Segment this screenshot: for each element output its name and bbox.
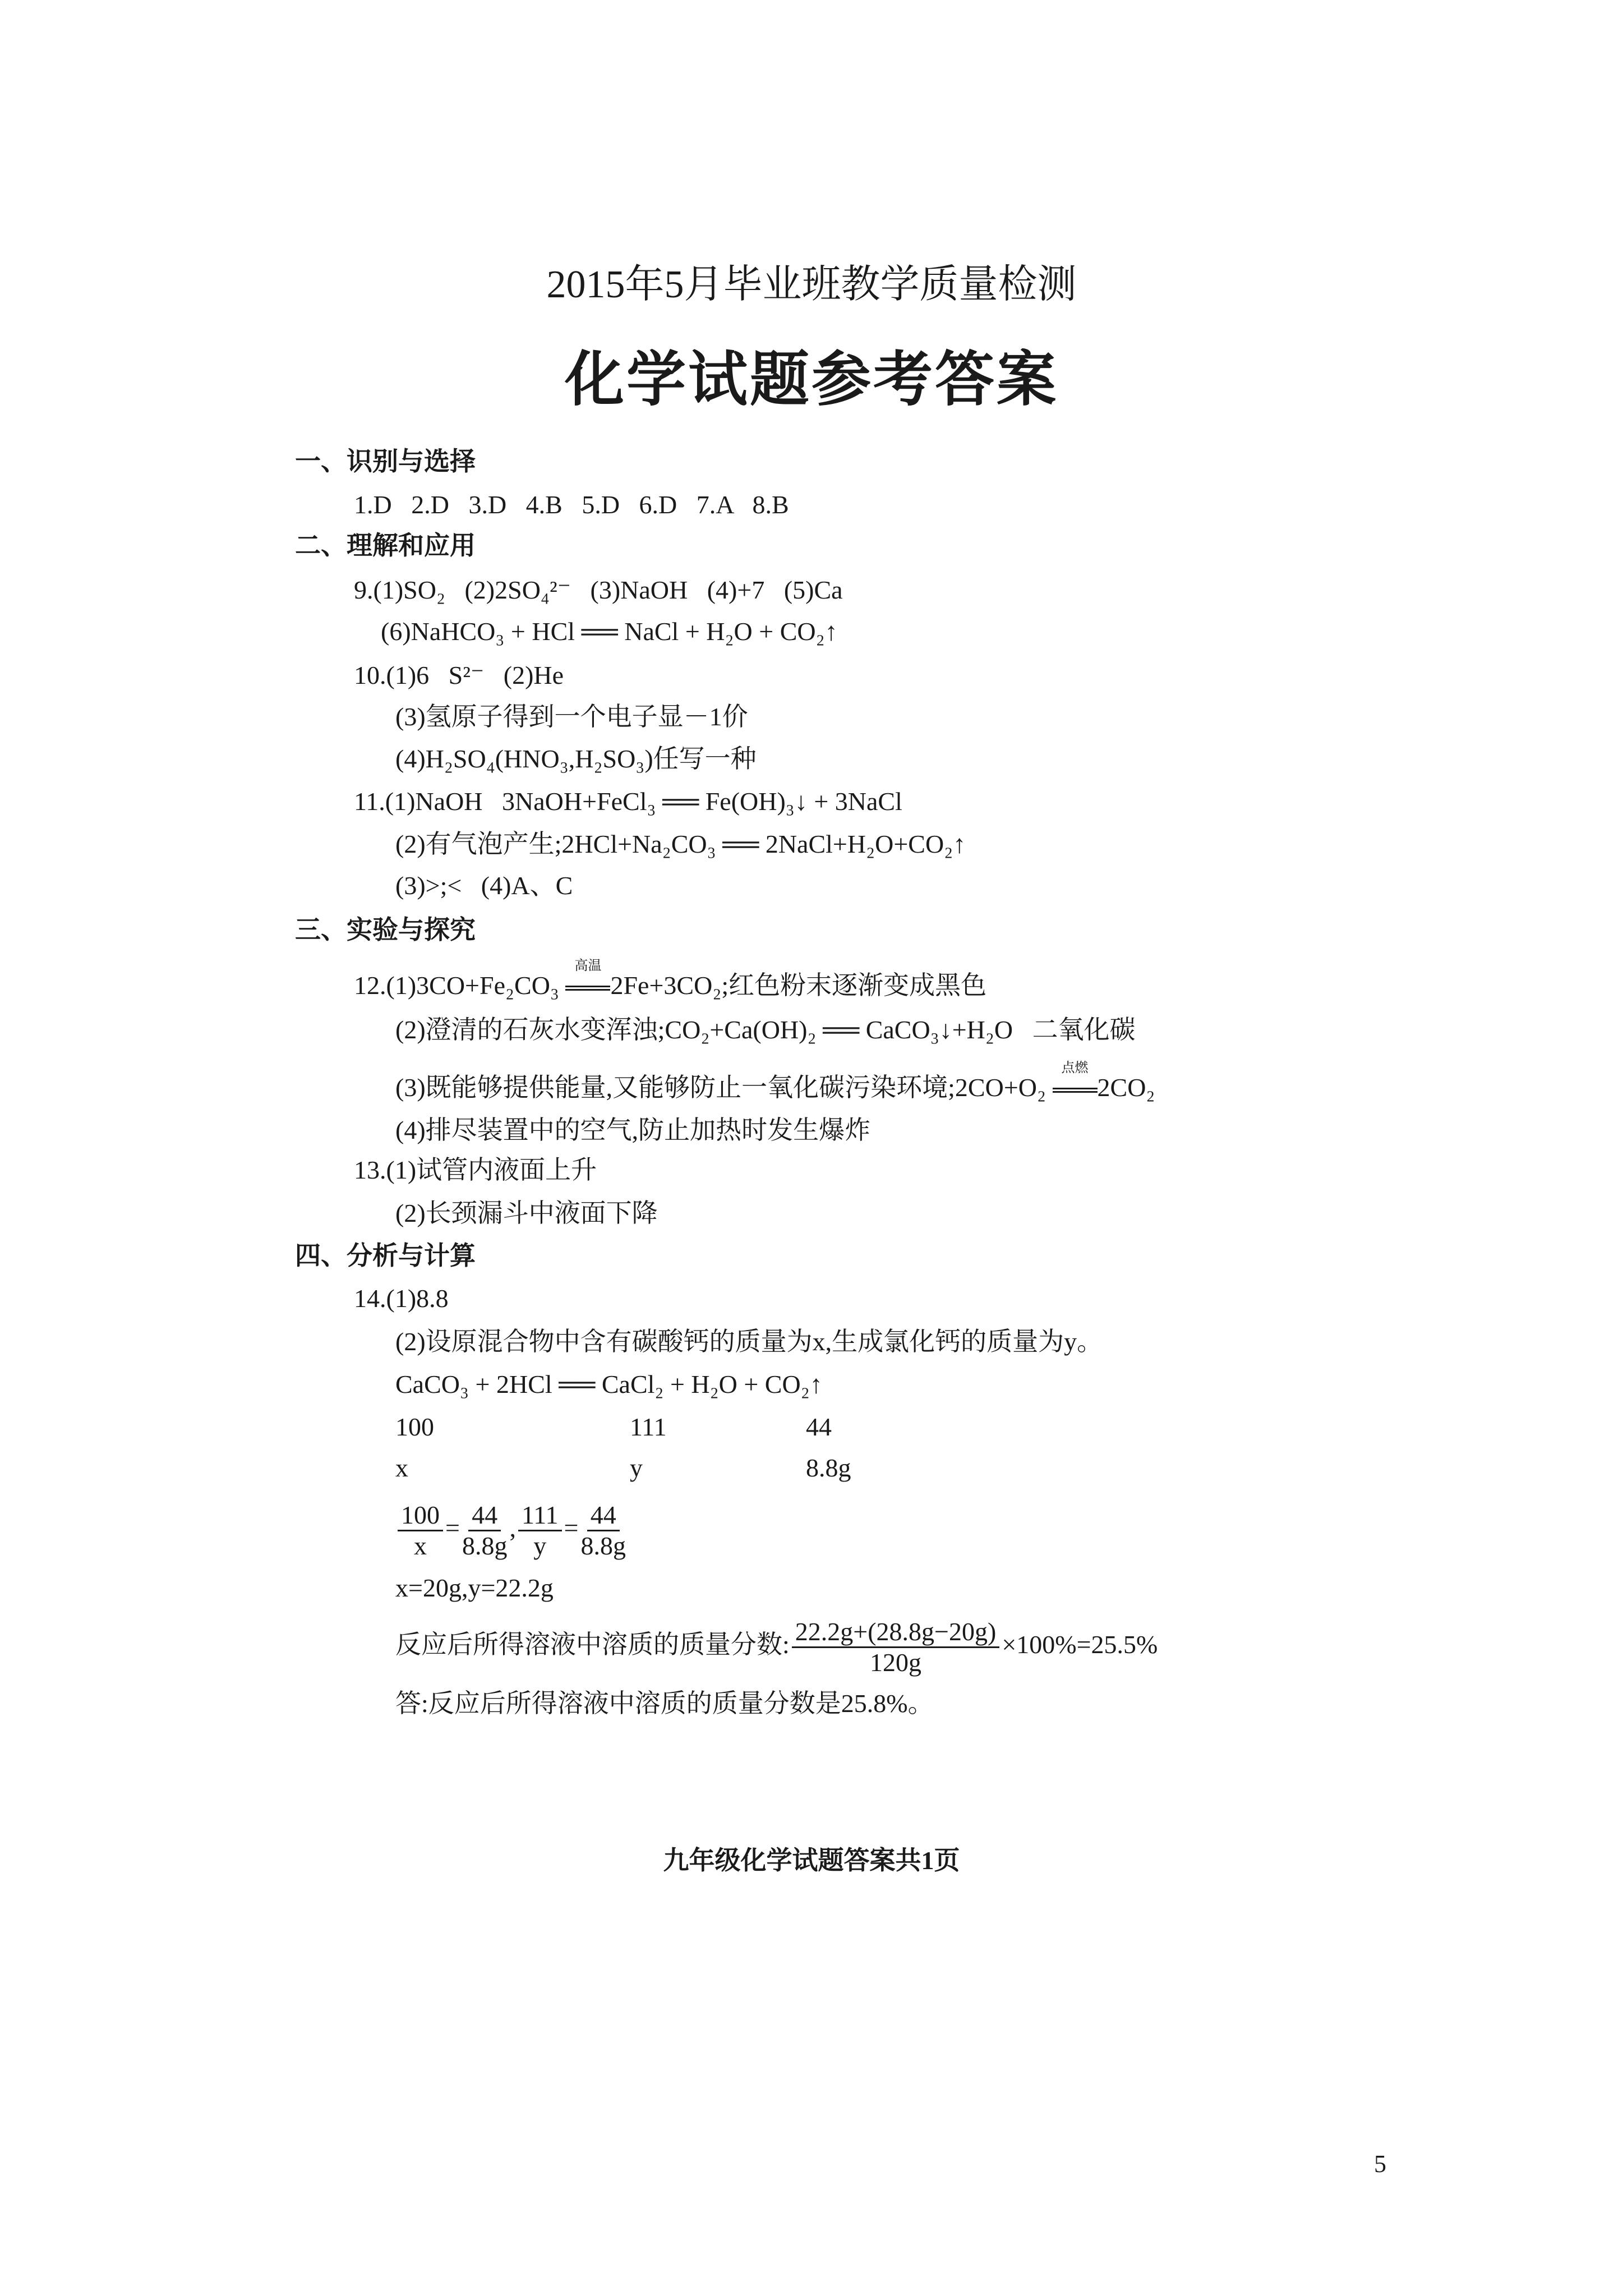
variable: x bbox=[395, 1453, 408, 1482]
numerator: 44 bbox=[587, 1501, 620, 1531]
denominator: x bbox=[414, 1531, 427, 1560]
equation-right: 2CO₂ bbox=[1097, 1073, 1155, 1102]
equation-right: 2Fe+3CO₂;红色粉末逐渐变成黑色 bbox=[610, 971, 987, 1000]
equation-left: (3)既能够提供能量,又能够防止一氧化碳污染环境;2CO+O₂ bbox=[395, 1073, 1053, 1102]
equals: = bbox=[445, 1513, 460, 1542]
section-heading: 二、理解和应用 bbox=[295, 531, 476, 560]
footer-text: 九年级化学试题答案共1页 bbox=[663, 1846, 960, 1875]
variable: 8.8g bbox=[806, 1453, 851, 1482]
numerator: 111 bbox=[518, 1501, 562, 1531]
molar-mass: 100 bbox=[395, 1412, 434, 1441]
denominator: y bbox=[533, 1531, 547, 1560]
answer-line: 13.(1)试管内液面上升 bbox=[354, 1156, 597, 1184]
answer-line: (3)氢原子得到一个电子显－1价 bbox=[395, 702, 748, 731]
calc-label: 反应后所得溶液中溶质的质量分数: bbox=[395, 1630, 790, 1659]
answer-line: (2)有气泡产生;2HCl+Na₂CO₃ ══ 2NaCl+H₂O+CO₂↑ bbox=[395, 830, 966, 858]
answer-line: (6)NaHCO₃ + HCl ══ NaCl + H₂O + CO₂↑ bbox=[381, 617, 838, 646]
denominator: 120g bbox=[870, 1648, 922, 1677]
equals: = bbox=[564, 1513, 579, 1542]
numerator: 22.2g+(28.8g−20g) bbox=[792, 1617, 1000, 1648]
denominator: 8.8g bbox=[580, 1531, 626, 1560]
chemical-equation: CaCO₃ + 2HCl ══ CaCl₂ + H₂O + CO₂↑ bbox=[395, 1370, 823, 1398]
numerator: 100 bbox=[398, 1501, 443, 1531]
reaction-condition-arrow bbox=[565, 959, 610, 1000]
fraction bbox=[581, 1501, 626, 1561]
section-heading: 三、实验与探究 bbox=[295, 915, 476, 944]
condition-label: 高温 bbox=[574, 959, 602, 973]
answer-line bbox=[395, 1061, 1155, 1102]
fraction bbox=[518, 1501, 562, 1561]
molar-mass: 111 bbox=[630, 1412, 667, 1441]
answer-line: 1.D 2.D 3.D 4.B 5.D 6.D 7.A 8.B bbox=[354, 490, 789, 519]
molar-mass: 44 bbox=[806, 1412, 832, 1441]
calc-result: ×100%=25.5% bbox=[1002, 1630, 1158, 1659]
answer-line: (4)H₂SO₄(HNO₃,H₂SO₃)任写一种 bbox=[395, 744, 757, 773]
answer-line: x=20g,y=22.2g bbox=[395, 1573, 554, 1602]
comma: , bbox=[509, 1513, 516, 1542]
page-number: 5 bbox=[1374, 2150, 1386, 2178]
mass-fraction-calc bbox=[395, 1613, 1158, 1677]
answer-line: (2)澄清的石灰水变浑浊;CO₂+Ca(OH)₂ ══ CaCO₃↓+H₂O 二氧化碳 bbox=[395, 1015, 1136, 1044]
answer-line: (3)>;< (4)A、C bbox=[395, 871, 573, 900]
reaction-condition-arrow bbox=[1053, 1061, 1098, 1102]
answer-line: (4)排尽装置中的空气,防止加热时发生爆炸 bbox=[395, 1116, 871, 1144]
numerator: 44 bbox=[468, 1501, 501, 1531]
answer-line: (2)设原混合物中含有碳酸钙的质量为x,生成氯化钙的质量为y。 bbox=[395, 1327, 1103, 1356]
exam-title: 2015年5月毕业班教学质量检测 bbox=[546, 263, 1077, 306]
ratio-equation bbox=[395, 1497, 628, 1561]
variable: y bbox=[630, 1453, 643, 1482]
answer-line bbox=[354, 959, 987, 1000]
fraction bbox=[792, 1617, 1000, 1677]
section-heading: 一、识别与选择 bbox=[295, 447, 476, 476]
section-heading: 四、分析与计算 bbox=[295, 1241, 476, 1270]
denominator: 8.8g bbox=[462, 1531, 508, 1560]
reaction-arrow-bar bbox=[1053, 1088, 1098, 1093]
condition-label: 点燃 bbox=[1061, 1061, 1089, 1075]
reaction-arrow-bar bbox=[565, 986, 610, 991]
equation-left: 12.(1)3CO+Fe₂CO₃ bbox=[354, 971, 566, 1000]
fraction bbox=[398, 1501, 443, 1561]
answer-line: 9.(1)SO₂ (2)2SO₄²⁻ (3)NaOH (4)+7 (5)Ca bbox=[354, 576, 843, 604]
final-answer: 答:反应后所得溶液中溶质的质量分数是25.8%。 bbox=[395, 1689, 934, 1718]
answer-line: 14.(1)8.8 bbox=[354, 1284, 449, 1313]
answer-line: 10.(1)6 S²⁻ (2)He bbox=[354, 661, 564, 689]
answer-line: (2)长颈漏斗中液面下降 bbox=[395, 1199, 658, 1227]
answer-line: 11.(1)NaOH 3NaOH+FeCl₃ ══ Fe(OH)₃↓ + 3NaCl bbox=[354, 787, 902, 816]
answer-key-title: 化学试题参考答案 bbox=[565, 347, 1058, 413]
fraction bbox=[462, 1501, 508, 1561]
